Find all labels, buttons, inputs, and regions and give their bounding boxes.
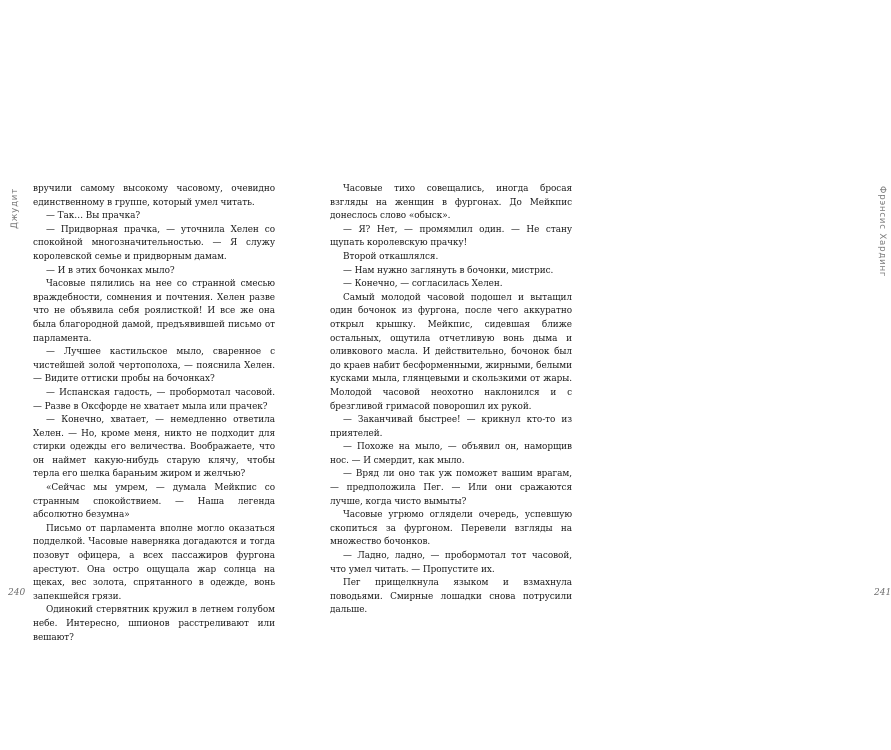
- paragraph: — Конечно, хватает, — немедленно ответила Хелен. — Но, кроме меня, никто не подходит для стирки одежды его величества. Воображаете, что он наймет какую-нибудь старую клячу, чтобы терла его шелка бараньим жиром и желчью?: [33, 415, 275, 480]
- paragraph: — И в этих бочонках мыло?: [46, 265, 175, 276]
- left-running-head: Джудит: [10, 188, 20, 229]
- paragraph: «Сейчас мы умрем, — думала Мейкпис со странным спокойствием. — Наша легенда абсолютно безумна»: [33, 483, 275, 521]
- right-page-number: 241: [874, 588, 891, 598]
- paragraph: Часовые угрюмо оглядели очередь, успевшую скопиться за фургоном. Перевели взгляды на множество бочонков.: [330, 510, 572, 548]
- paragraph: Второй откашлялся.: [343, 251, 439, 262]
- left-page-text: [33, 183, 275, 645]
- paragraph: Одинокий стервятник кружил в летнем голубом небе. Интересно, шпионов расстреливают или вешают?: [33, 605, 275, 643]
- paragraph: Самый молодой часовой подошел и вытащил один бочонок из фургона, после чего аккуратно открыл крышку. Мейкпис, сидевшая ближе остальных, ощутила отчетливую вонь дыма и оливкового масла. И действительно, бочонок был до краев набит бесформенными, жирными, белыми кусками мыла, глянцевыми и скользкими от жары. Молодой часовой неохотно наклонился и с брезгливой гримасой поворошил их рукой.: [330, 292, 572, 412]
- left-page: [0, 0, 300, 750]
- paragraph: — Лучшее кастильское мыло, сваренное с чистейшей золой чертополоха, — пояснила Хелен. — Видите оттиски пробы на бочонках?: [33, 347, 275, 385]
- left-page-number: 240: [8, 588, 26, 598]
- right-page-text: [330, 183, 572, 618]
- paragraph: — Так… Вы прачка?: [46, 211, 141, 222]
- paragraph: Письмо от парламента вполне могло оказаться подделкой. Часовые наверняка догадаются и тогда позовут офицера, а всех пассажиров фургона арестуют. Она остро ощущала жар солнца на щеках, вес золота, спрятанного в одежде, вонь запекшейся грязи.: [33, 523, 275, 602]
- paragraph: — Ладно, ладно, — пробормотал тот часовой, что умел читать. — Пропустите их.: [330, 551, 572, 575]
- paragraph: Часовые пялились на нее со странной смесью враждебности, сомнения и почтения. Хелен разве что не объявила себя роялисткой! И все же она была благородной дамой, предъявившей письмо от парламента.: [33, 279, 275, 344]
- paragraph: — Придворная прачка, — уточнила Хелен со спокойной многозначительностью. — Я служу королевской семье и придворным дамам.: [33, 224, 275, 262]
- paragraph: вручили самому высокому часовому, очевидно единственному в группе, который умел читать.: [33, 184, 275, 208]
- paragraph: — Конечно, — согласилась Хелен.: [343, 279, 503, 290]
- paragraph: — Нам нужно заглянуть в бочонки, мистрис.: [343, 265, 554, 276]
- right-running-head: Фрэнсис Хардинг: [877, 186, 887, 278]
- paragraph: Часовые тихо совещались, иногда бросая взгляды на женщин в фургонах. До Мейкпис донеслось слово «обыск».: [330, 184, 572, 222]
- paragraph: — Похоже на мыло, — объявил он, наморщив нос. — И смердит, как мыло.: [330, 442, 572, 466]
- paragraph: — Я? Нет, — промямлил один. — Не стану щупать королевскую прачку!: [330, 224, 572, 249]
- paragraph: — Заканчивай быстрее! — крикнул кто-то из приятелей.: [330, 415, 572, 439]
- paragraph: Пег прищелкнула языком и взмахнула поводьями. Смирные лошадки снова потрусили дальше.: [330, 578, 572, 616]
- paragraph: — Вряд ли оно так уж поможет вашим врагам, — предположила Пег. — Или они сражаются лучше, когда чисто вымыты?: [330, 469, 572, 507]
- paragraph: — Испанская гадость, — пробормотал часовой. — Разве в Оксфорде не хватает мыла или прачек?: [33, 387, 275, 412]
